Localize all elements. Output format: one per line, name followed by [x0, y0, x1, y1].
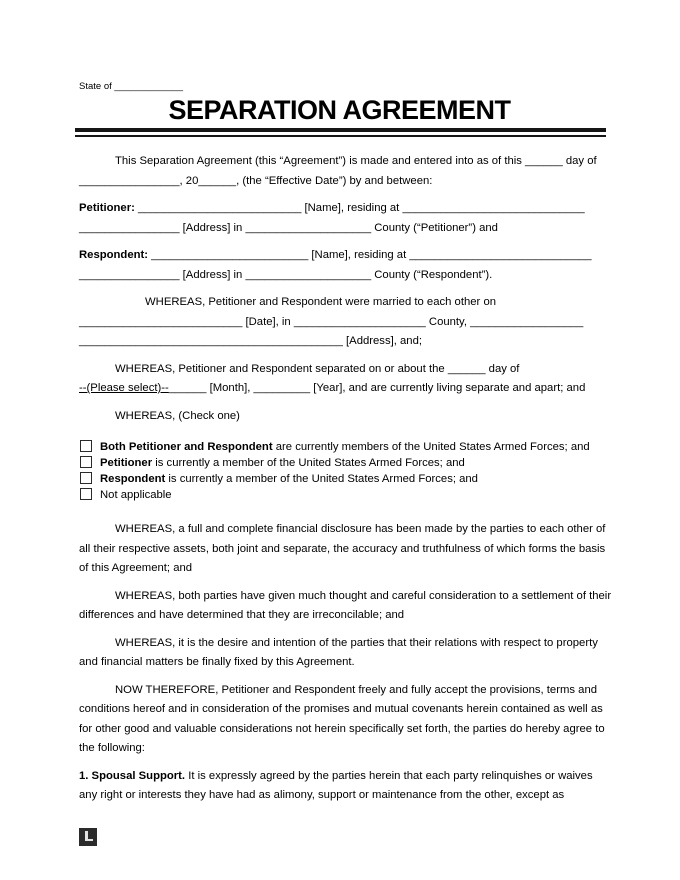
spousal-support-line-1: [79, 767, 600, 787]
spousal-support-line-1-rest: It is expressly agreed by the parties herein that each party relinquishes or waives: [185, 769, 593, 782]
petitioner-line-1-rest: __________________________ [Name], residing at _____________________________: [134, 202, 585, 214]
state-of-blank: _____________: [111, 81, 184, 92]
check-one-line: WHEREAS, (Check one): [115, 409, 240, 422]
checkbox-row-not-applicable: [79, 487, 600, 503]
armed-forces-checkbox-list: [79, 439, 600, 503]
married-whereas-paragraph: [79, 293, 600, 352]
logo-l-foot-bar: [85, 839, 93, 842]
petitioner-label: Petitioner:: [79, 202, 135, 214]
intro-paragraph: [79, 152, 600, 191]
respondent-paragraph: [79, 246, 600, 285]
now-therefore-line-1: NOW THEREFORE, Petitioner and Respondent freely and fully accept the provisions, terms and: [115, 683, 598, 696]
separated-line-2-rest: ______ [Month], _________ [Year], and are currently living separate and apart; and: [168, 382, 586, 394]
disclosure-line-2: all their respective assets, both joint and separate, the accuracy and truthfulness of which forms the basis: [79, 542, 606, 555]
checkbox-respondent-label: [100, 471, 478, 487]
state-of-line: [79, 80, 600, 93]
petitioner-line-1: [79, 199, 600, 219]
married-line-2: __________________________ [Date], in _____________________ County, __________________: [79, 315, 584, 328]
respondent-line-2: ________________ [Address] in ____________________ County (“Respondent”).: [79, 268, 493, 281]
disclosure-whereas-paragraph: [79, 520, 606, 579]
checkbox-both-bold: Both Petitioner and Respondent: [100, 441, 273, 453]
desire-line-1: WHEREAS, it is the desire and intention of the parties that their relations with respect to property: [115, 636, 598, 649]
spousal-support-paragraph: [79, 767, 600, 806]
checkbox-respondent-rest: is currently a member of the United States Armed Forces; and: [165, 473, 478, 485]
disclosure-line-1: WHEREAS, a full and complete financial disclosure has been made by the parties to each other of: [115, 523, 606, 535]
checkbox-petitioner-rest: is currently a member of the United States Armed Forces; and: [152, 457, 465, 469]
now-therefore-line-4: the following:: [79, 742, 145, 754]
petitioner-line-2: ________________ [Address] in ____________________ County (“Petitioner”) and: [79, 221, 498, 234]
checkbox-not-applicable-icon[interactable]: [80, 488, 92, 500]
settlement-line-1: WHEREAS, both parties have given much thought and careful consideration to a settlement of their: [115, 589, 612, 602]
legal-templates-logo-icon: [79, 828, 97, 846]
title-divider: [75, 128, 606, 137]
intro-line-2: ________________, 20______, (the “Effective Date”) by and between:: [79, 174, 433, 187]
checkbox-row-petitioner: [79, 455, 600, 471]
checkbox-both-rest: are currently members of the United States Armed Forces; and: [272, 441, 590, 453]
checkbox-both-icon[interactable]: [80, 440, 92, 452]
spousal-support-line-2: any right or interests they have had as alimony, support or maintenance from the other, except as: [79, 789, 565, 801]
separated-line-1: WHEREAS, Petitioner and Respondent separated on or about the ______ day of: [115, 362, 520, 375]
checkbox-both-label: [100, 439, 590, 455]
now-therefore-line-3: for other good and valuable considerations not herein specifically set forth, the parties do hereby agree to: [79, 722, 605, 735]
now-therefore-paragraph: [79, 681, 605, 759]
spousal-support-heading: 1. Spousal Support.: [79, 769, 186, 782]
separated-whereas-paragraph: [79, 360, 600, 399]
desire-line-2: and financial matters be finally fixed by this Agreement.: [79, 656, 355, 668]
desire-whereas-paragraph: [79, 634, 600, 673]
respondent-label: Respondent:: [79, 249, 149, 261]
now-therefore-line-2: conditions hereof and in consideration of the promises and mutual covenants herein contained as well as: [79, 703, 603, 715]
checkbox-not-applicable-rest: Not applicable: [100, 489, 172, 501]
checkbox-not-applicable-label: [100, 487, 172, 503]
married-line-3: __________________________________________ [Address], and;: [79, 335, 422, 347]
checkbox-respondent-icon[interactable]: [80, 472, 92, 484]
separated-line-2: [79, 379, 600, 399]
month-select-dropdown[interactable]: --(Please select)--: [79, 382, 169, 394]
check-one-paragraph: [79, 407, 600, 427]
intro-line-1: This Separation Agreement (this “Agreement”) is made and entered into as of this ______ day of: [115, 155, 597, 167]
checkbox-petitioner-label: [100, 455, 465, 471]
page-title: SEPARATION AGREEMENT: [168, 95, 511, 125]
state-of-label: State of: [79, 81, 112, 92]
checkbox-respondent-bold: Respondent: [100, 473, 166, 485]
settlement-whereas-paragraph: [79, 587, 612, 626]
disclosure-line-3: of this Agreement; and: [79, 562, 193, 574]
married-line-1: WHEREAS, Petitioner and Respondent were married to each other on: [145, 296, 497, 308]
checkbox-petitioner-icon[interactable]: [80, 456, 92, 468]
settlement-line-2: differences and have determined that they are irreconcilable; and: [79, 609, 405, 621]
checkbox-row-respondent: [79, 471, 600, 487]
checkbox-row-both: [79, 439, 600, 455]
respondent-line-1: [79, 246, 600, 266]
checkbox-petitioner-bold: Petitioner: [100, 457, 153, 469]
petitioner-paragraph: [79, 199, 600, 238]
respondent-line-1-rest: _________________________ [Name], residing at _____________________________: [148, 249, 592, 261]
